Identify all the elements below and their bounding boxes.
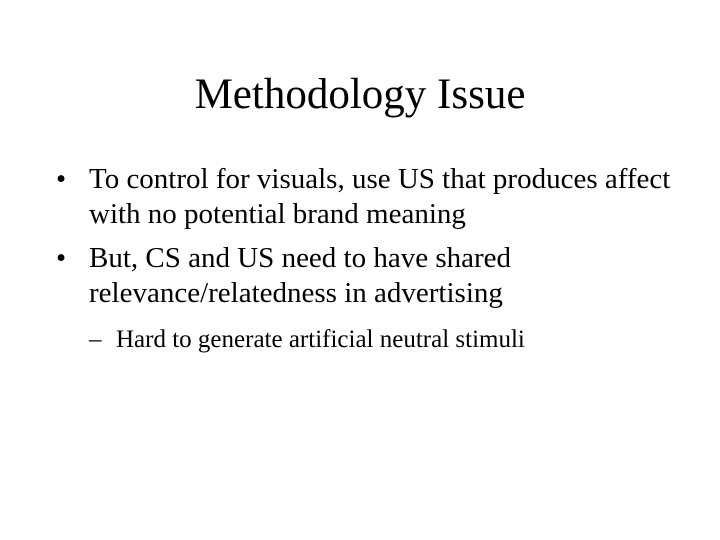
bullet-list [56,162,686,364]
bullet-text: To control for visuals, use US that produces affect with no potential brand meaning [89,163,671,230]
bullet-text: But, CS and US need to have shared relevance/relatedness in advertising [89,242,512,309]
sub-bullet-item-1 [89,325,686,355]
bullet-item-2 [56,241,686,355]
sub-bullet-marker: – [89,326,102,353]
sub-bullet-list [89,325,686,355]
bullet-item-1 [56,162,686,232]
slide-title: Methodology Issue [194,71,526,118]
sub-bullet-text: Hard to generate artificial neutral stimuli [116,326,525,353]
bullet-marker: • [56,242,67,274]
bullet-marker: • [56,163,67,195]
